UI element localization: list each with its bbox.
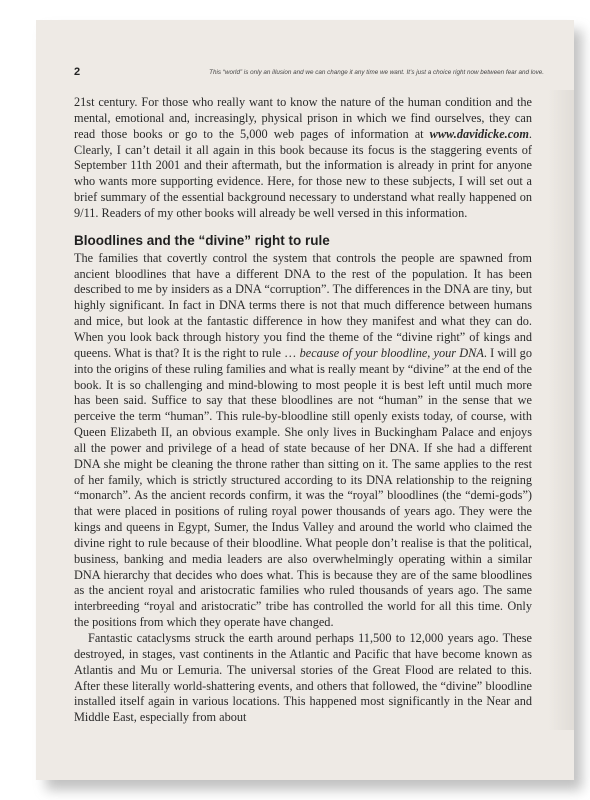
section-paragraph-1	[74, 251, 532, 631]
section-paragraph-2: Fantastic cataclysms struck the earth around perhaps 11,500 to 12,000 years ago. These destroyed, in stages, vast continents in the Atlantic and Pacific that have become known as Atlantis and Mu or Lemuria. The universal stories of the Great Flood are related to this. After these literally world-shattering events, and others that followed, the “divine” bloodline installed itself again in various locations. This happened most significantly in the Near and Middle East, especially from about	[74, 631, 532, 725]
intro-text-2: . Clearly, I can’t detail it all again in this book because its focus is the staggering events of September 11th 2001 and their aftermath, but the information is already in print for anyone who wants more supporting evidence. Here, for those new to these subjects, I will set out a brief summary of the essential background necessary to understand what really happened on 9/11. Readers of my other books will already be well versed in this information.	[74, 126, 532, 220]
paragraph-1-text-2: . I will go into the origins of these ruling families and what is really meant by “divine” at the end of the book. It is so challenging and mind-blowing to most people it is best left until much more has been said. Suffice to say that these bloodlines are not “human” in the sense that we perceive the term “human”. This rule-by-bloodline still openly exists today, of course, with Queen Elizabeth II, an obvious example. She only lives in Buckingham Palace and enjoys all the power and privilege of a head of state because of her DNA. If she had a different DNA she might be cleaning the throne rather than sitting on it. The same applies to the rest of her family, which is strictly structured according to its DNA relationship to the reigning “monarch”. As the ancient records confirm, it was the “royal” bloodlines (the “demi-gods”) that were placed in positions of ruling royal power thousands of years ago. They were the kings and queens in Egypt, Sumer, the Indus Valley and around the world who claimed the divine right to rule because of their bloodline. What people don’t realise is that the political, business, banking and media leaders are also overwhelmingly operating within a similar DNA hierarchy that decides who does what. This is because they are of the same bloodlines as the ancient royal and aristocratic families who ruled thousands of years ago. The same interbreeding “royal and aristocratic” tribe has controlled the world for all this time. Only the positions from which they operate have changed.	[74, 345, 532, 630]
page-header	[74, 68, 544, 82]
website-link: www.davidicke.com	[429, 126, 529, 141]
book-page	[36, 20, 574, 780]
intro-text-1: 21st century. For those who really want to know the nature of the human condition and the mental, emotional and, increasingly, physical prison in which we find ourselves, they can read those books or go to the 5,000 web pages of information at	[74, 95, 532, 141]
section-heading: Bloodlines and the “divine” right to rule	[74, 232, 330, 248]
show-through-shade	[548, 90, 574, 730]
paragraph-1-text-1: The families that covertly control the system that controls the people are spawned from ancient bloodlines that have a different DNA to the rest of the population. It has been described to me by insiders as a DNA “corruption”. The differences in the DNA are tiny, but highly significant. In fact in DNA terms there is not that much difference between humans and mice, but look at the fantastic difference in how they manifest and what they can do. When you look back through history you find the theme of the “divine right” of kings and queens. What is that? It is the right to rule …	[74, 250, 532, 360]
paragraph-1-emphasis: because of your bloodline, your DNA	[299, 345, 484, 360]
page-body	[74, 95, 532, 726]
running-head: This “world” is only an illusion and we can change it any time we want. It’s just a choice right now between fear and love.	[209, 69, 544, 76]
intro-paragraph	[74, 95, 532, 222]
page-number: 2	[74, 66, 81, 78]
